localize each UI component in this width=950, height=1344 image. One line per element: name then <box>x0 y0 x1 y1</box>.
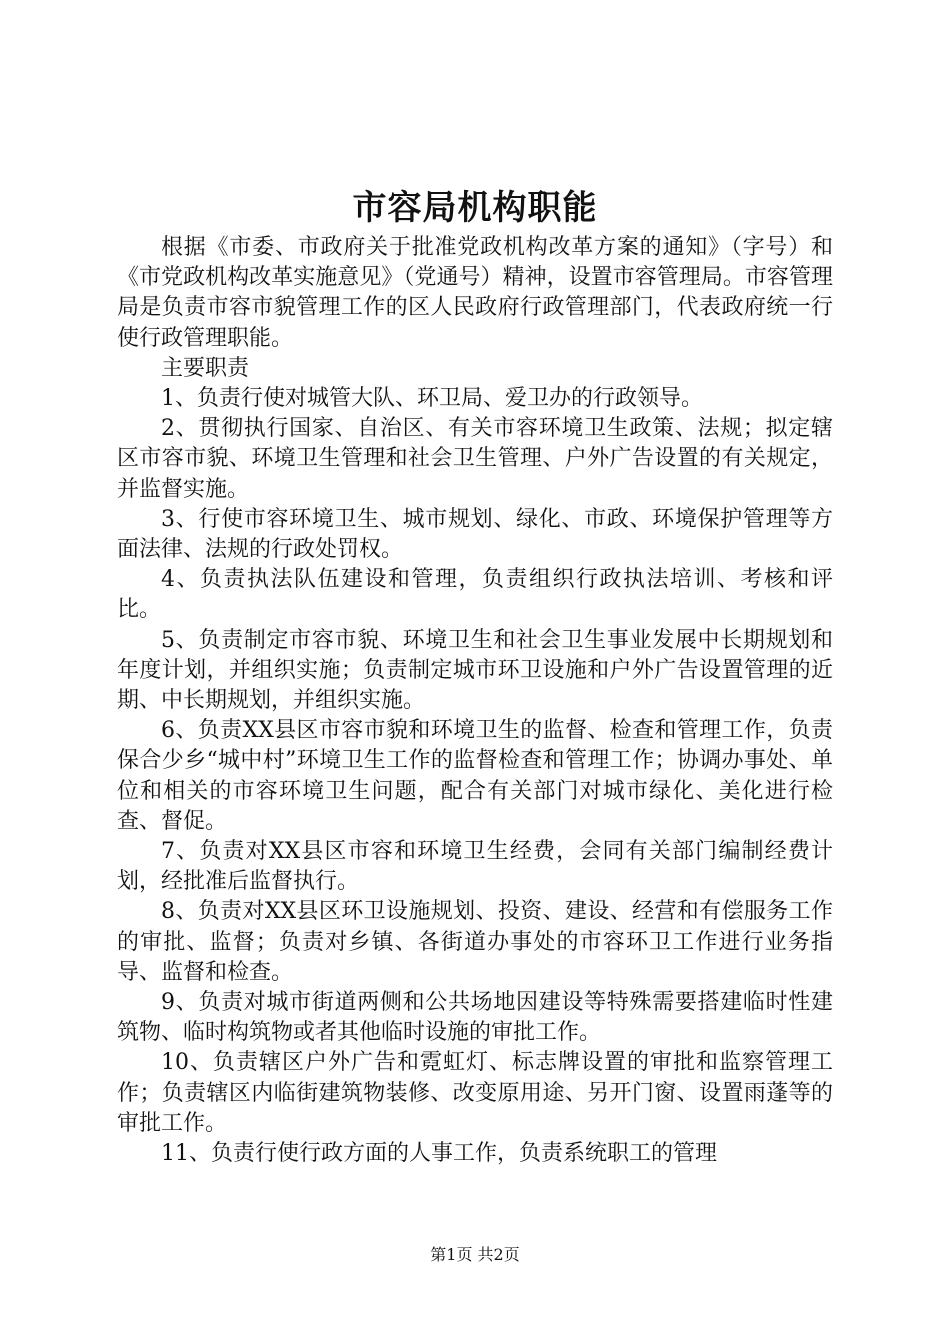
section-heading-main-duties: 主要职责 <box>161 355 250 381</box>
duty-item-9: 9、负责对城市街道两侧和公共场地因建设等特殊需要搭建临时性建筑物、临时构筑物或者其他临时设施的审批工作。 <box>117 990 833 1046</box>
page-footer: 第1页 共2页 <box>430 1245 520 1264</box>
document-title: 市容局机构职能 <box>352 188 598 228</box>
duty-item-4: 4、负责执法队伍建设和管理，负责组织行政执法培训、考核和评比。 <box>117 567 833 623</box>
duty-item-1: 1、负责行使对城管大队、环卫局、爱卫办的行政领导。 <box>161 386 703 412</box>
duty-item-8: 8、负责对XX县区环卫设施规划、投资、建设、经营和有偿服务工作的审批、监督；负责对乡镇、各街道办事处的市容环卫工作进行业务指导、监督和检查。 <box>117 899 833 985</box>
duty-item-6: 6、负责XX县区市容市貌和环境卫生的监督、检查和管理工作，负责保合少乡“城中村”环境卫生工作的监督检查和管理工作；协调办事处、单位和相关的市容环境卫生问题，配合有关部门对城市绿化、美化进行检查、督促。 <box>117 718 833 834</box>
duty-item-5: 5、负责制定市容市貌、环境卫生和社会卫生事业发展中长期规划和年度计划，并组织实施；负责制定城市环卫设施和户外广告设置管理的近期、中长期规划，并组织实施。 <box>117 627 833 714</box>
duty-item-11: 11、负责行使行政方面的人事工作，负责系统职工的管理 <box>161 1141 717 1167</box>
duty-item-2: 2、贯彻执行国家、自治区、有关市容环境卫生政策、法规；拟定辖区市容市貌、环境卫生管理和社会卫生管理、户外广告设置的有关规定，并监督实施。 <box>117 416 833 502</box>
duty-item-10: 10、负责辖区户外广告和霓虹灯、标志牌设置的审批和监察管理工作；负责辖区内临街建筑物装修、改变原用途、另开门窗、设置雨蓬等的审批工作。 <box>117 1050 833 1136</box>
intro-paragraph: 根据《市委、市政府关于批准党政机构改革方案的通知》（字号）和《市党政机构改革实施意见》（党通号）精神，设置市容管理局。市容管理局是负责市容市貌管理工作的区人民政府行政管理部门，代表政府统一行使行政管理职能。 <box>117 235 833 351</box>
duty-item-7: 7、负责对XX县区市容和环境卫生经费，会同有关部门编制经费计划，经批准后监督执行。 <box>117 839 833 895</box>
duty-item-3: 3、行使市容环境卫生、城市规划、绿化、市政、环境保护管理等方面法律、法规的行政处罚权。 <box>117 506 833 563</box>
document-body <box>117 233 833 1169</box>
